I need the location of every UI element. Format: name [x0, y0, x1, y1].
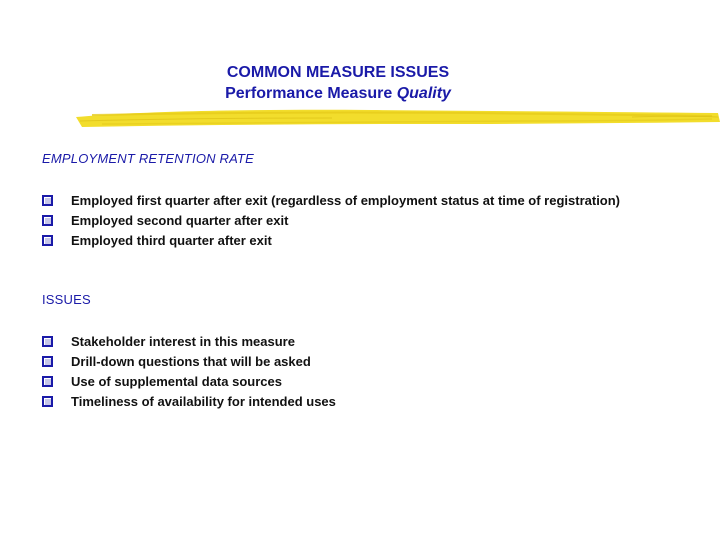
list-item-text: Use of supplemental data sources: [71, 374, 282, 389]
list-item-text: Employed first quarter after exit (regardless of employment status at time of registration): [71, 193, 621, 208]
list-item-text: Timeliness of availability for intended uses: [71, 394, 336, 409]
list-item-text: Employed third quarter after exit: [71, 233, 272, 248]
hollow-square-bullet-icon: [42, 376, 53, 387]
title-subtitle-italic: Quality: [396, 85, 451, 102]
list-item: [42, 372, 642, 392]
hollow-square-bullet-icon: [42, 396, 53, 407]
slide-title: [0, 62, 676, 104]
list-item: [42, 191, 642, 211]
hollow-square-bullet-icon: [42, 235, 53, 246]
list-item: [42, 392, 642, 412]
list-item-text: Drill-down questions that will be asked: [71, 354, 311, 369]
hollow-square-bullet-icon: [42, 215, 53, 226]
list-item-text: Employed second quarter after exit: [71, 213, 289, 228]
list-item: [42, 332, 642, 352]
list-item: [42, 231, 642, 251]
issues-list: [42, 332, 642, 412]
hollow-square-bullet-icon: [42, 195, 53, 206]
list-item-text: Stakeholder interest in this measure: [71, 334, 295, 349]
issues-heading: ISSUES: [42, 292, 91, 307]
retention-list: [42, 191, 642, 251]
highlighter-stroke: [72, 103, 720, 133]
hollow-square-bullet-icon: [42, 356, 53, 367]
title-subtitle-regular: Performance Measure: [225, 85, 393, 102]
list-item: [42, 352, 642, 372]
title-main: COMMON MEASURE ISSUES: [226, 64, 450, 81]
list-item: [42, 211, 642, 231]
retention-heading: EMPLOYMENT RETENTION RATE: [42, 151, 255, 166]
hollow-square-bullet-icon: [42, 336, 53, 347]
title-subtitle: [0, 83, 676, 104]
